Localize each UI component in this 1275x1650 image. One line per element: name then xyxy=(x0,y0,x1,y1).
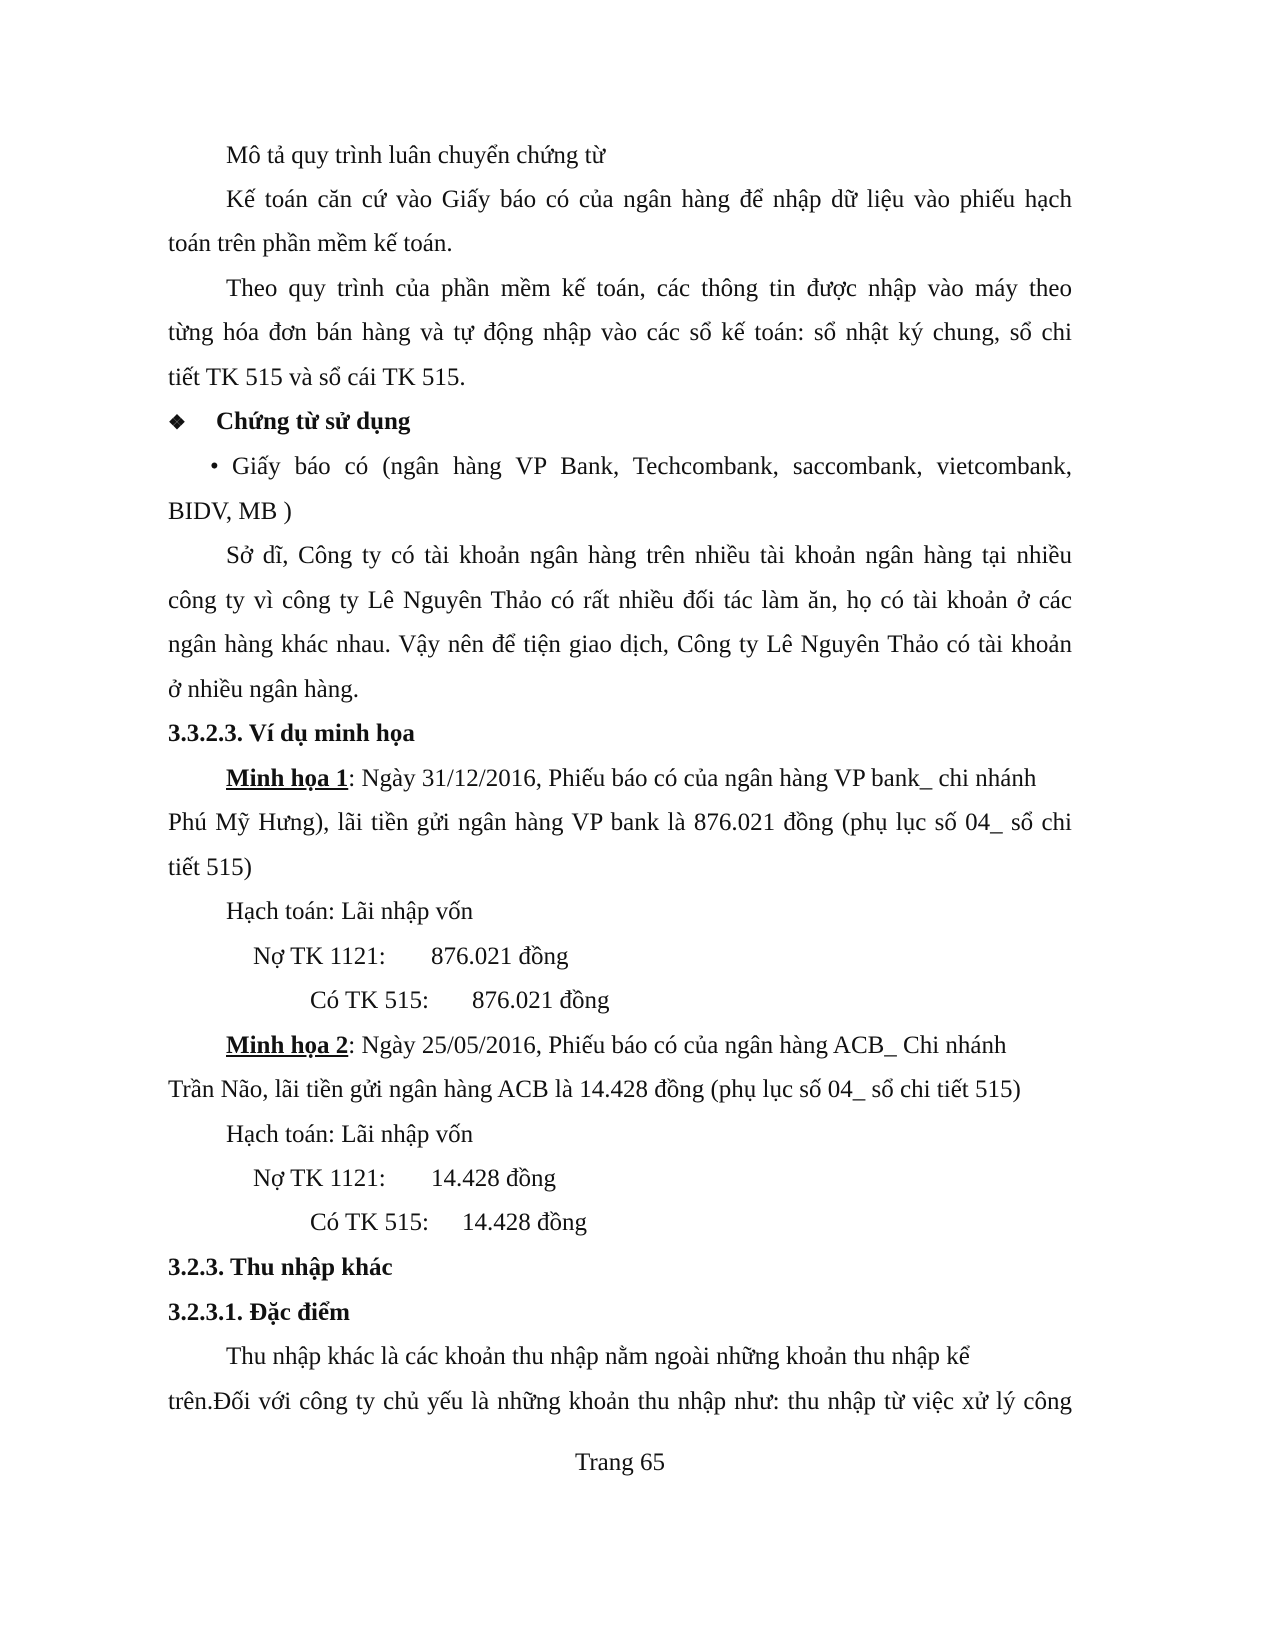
paragraph-line: Sở dĩ, Công ty có tài khoản ngân hàng trên nhiều tài khoản ngân hàng tại nhiều xyxy=(226,542,1072,569)
credit-amount: 876.021 đồng xyxy=(472,987,610,1014)
debit-label: Nợ TK 1121: xyxy=(253,1165,386,1192)
credit-label: Có TK 515: xyxy=(310,987,429,1014)
paragraph-line: ngân hàng khác nhau. Vậy nên để tiện giao dịch, Công ty Lê Nguyên Thảo có tài khoản xyxy=(168,631,1072,658)
example-1-credit xyxy=(310,986,610,1016)
example-2-label: Minh họa 2 xyxy=(226,1032,349,1059)
paragraph-line: toán trên phần mềm kế toán. xyxy=(168,230,453,257)
example-2-line1 xyxy=(226,1031,1007,1061)
example-2-entry-title: Hạch toán: Lãi nhập vốn xyxy=(226,1121,474,1148)
example-2-debit xyxy=(253,1164,556,1194)
example-1-line3: tiết 515) xyxy=(168,854,253,881)
page-number: Trang 65 xyxy=(574,1449,666,1476)
debit-amount: 14.428 đồng xyxy=(431,1165,556,1192)
debit-amount: 876.021 đồng xyxy=(431,943,569,970)
example-1-label: Minh họa 1 xyxy=(226,765,349,792)
section-heading-example: 3.3.2.3. Ví dụ minh họa xyxy=(168,720,415,747)
paragraph-line: tiết TK 515 và sổ cái TK 515. xyxy=(168,364,466,391)
paragraph-line: Theo quy trình của phần mềm kế toán, các thông tin được nhập vào máy theo xyxy=(226,275,1072,302)
bullet-icon: • xyxy=(210,453,219,480)
example-1-line1 xyxy=(226,764,1036,794)
credit-amount: 14.428 đồng xyxy=(462,1209,587,1236)
example-2-line2: Trần Não, lãi tiền gửi ngân hàng ACB là 14.428 đồng (phụ lục số 04_ sổ chi tiết 515) xyxy=(168,1076,1021,1103)
section-heading-other-income: 3.2.3. Thu nhập khác xyxy=(168,1254,393,1281)
example-1-line2: Phú Mỹ Hưng), lãi tiền gửi ngân hàng VP bank là 876.021 đồng (phụ lục số 04_ sổ chi xyxy=(168,809,1072,836)
example-1-intro: : Ngày 31/12/2016, Phiếu báo có của ngân hàng VP bank_ chi nhánh xyxy=(348,765,1037,792)
paragraph-line: Kế toán căn cứ vào Giấy báo có của ngân hàng để nhập dữ liệu vào phiếu hạch xyxy=(226,186,1072,213)
voucher-list-item xyxy=(210,452,1072,482)
section-heading-features: 3.2.3.1. Đặc điểm xyxy=(168,1299,350,1326)
paragraph-line: trên.Đối với công ty chủ yếu là những khoản thu nhập như: thu nhập từ việc xử lý công xyxy=(168,1388,1072,1415)
vouchers-heading-text: Chứng từ sử dụng xyxy=(216,408,411,435)
example-2-intro: : Ngày 25/05/2016, Phiếu báo có của ngân hàng ACB_ Chi nhánh xyxy=(348,1032,1007,1059)
example-1-entry-title: Hạch toán: Lãi nhập vốn xyxy=(226,898,474,925)
example-2-credit xyxy=(310,1208,587,1238)
diamond-bullet-icon: ❖ xyxy=(168,412,186,434)
credit-label: Có TK 515: xyxy=(310,1209,429,1236)
debit-label: Nợ TK 1121: xyxy=(253,943,386,970)
vouchers-heading xyxy=(168,407,410,438)
paragraph-flow-description: Mô tả quy trình luân chuyển chứng từ xyxy=(226,142,606,169)
paragraph-line: Thu nhập khác là các khoản thu nhập nằm ngoài những khoản thu nhập kể xyxy=(226,1343,970,1370)
voucher-item-text-cont: BIDV, MB ) xyxy=(168,498,292,525)
voucher-item-text: Giấy báo có (ngân hàng VP Bank, Techcombank, saccombank, vietcombank, xyxy=(232,453,1072,480)
example-1-debit xyxy=(253,942,569,972)
paragraph-line: từng hóa đơn bán hàng và tự động nhập vào các sổ kế toán: sổ nhật ký chung, sổ chi xyxy=(168,319,1072,346)
paragraph-line: ở nhiều ngân hàng. xyxy=(168,676,359,703)
paragraph-line: công ty vì công ty Lê Nguyên Thảo có rất nhiều đối tác làm ăn, họ có tài khoản ở các xyxy=(168,587,1072,614)
